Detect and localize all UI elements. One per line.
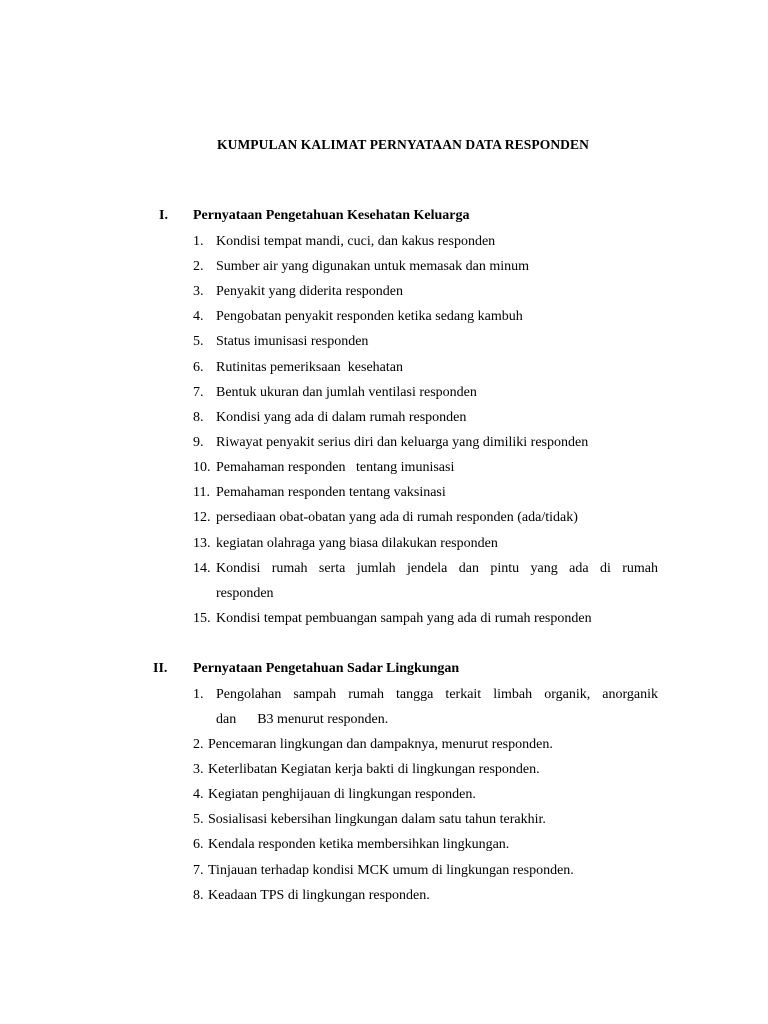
list-item xyxy=(193,687,658,732)
list-item-text: Keadaan TPS di lingkungan responden. xyxy=(208,888,430,903)
section-2-numeral: II. xyxy=(153,661,168,676)
list-item-text: Kondisi rumah serta jumlah jendela dan pintu yang ada di rumah xyxy=(216,561,658,576)
list-item-text: Riwayat penyakit serius diri dan keluarga yang dimiliki responden xyxy=(216,435,589,450)
list-item-text-continued: dan B3 menurut responden. xyxy=(216,712,389,727)
list-item-number: 3. xyxy=(193,762,204,777)
list-item-number: 1. xyxy=(193,234,204,249)
list-item-number: 2. xyxy=(193,259,204,274)
list-item-text: Tinjauan terhadap kondisi MCK umum di lingkungan responden. xyxy=(208,863,574,878)
list-item-text: Pemahaman responden tentang vaksinasi xyxy=(216,485,446,500)
list-item-number: 15. xyxy=(193,611,211,626)
section-1-heading: Pernyataan Pengetahuan Kesehatan Keluarga xyxy=(193,208,470,223)
list-item-number: 6. xyxy=(193,837,204,852)
list-item-number: 5. xyxy=(193,812,204,827)
list-item-number: 9. xyxy=(193,435,204,450)
list-item-text: Sosialisasi kebersihan lingkungan dalam satu tahun terakhir. xyxy=(208,812,546,827)
list-item-number: 8. xyxy=(193,888,204,903)
list-item-number: 1. xyxy=(193,687,204,702)
list-item-text: Kondisi tempat pembuangan sampah yang ada di rumah responden xyxy=(216,611,592,626)
section-2-heading: Pernyataan Pengetahuan Sadar Lingkungan xyxy=(193,661,460,676)
list-item-text: Status imunisasi responden xyxy=(216,334,369,349)
list-item-text: Rutinitas pemeriksaan kesehatan xyxy=(216,360,403,375)
list-item-text: persediaan obat-obatan yang ada di rumah responden (ada/tidak) xyxy=(216,510,578,525)
list-item-number: 11. xyxy=(193,485,210,500)
list-item-number: 2. xyxy=(193,737,204,752)
list-item-number: 8. xyxy=(193,410,204,425)
list-item-number: 4. xyxy=(193,787,204,802)
list-item-text: Pengobatan penyakit responden ketika sedang kambuh xyxy=(216,309,523,324)
list-item-text: Bentuk ukuran dan jumlah ventilasi responden xyxy=(216,385,477,400)
list-item-text: Pemahaman responden tentang imunisasi xyxy=(216,460,455,475)
list-item-text: Kondisi yang ada di dalam rumah responden xyxy=(216,410,467,425)
list-item-text: Keterlibatan Kegiatan kerja bakti di lingkungan responden. xyxy=(208,762,540,777)
list-item-number: 14. xyxy=(193,561,211,576)
list-item-number: 7. xyxy=(193,385,204,400)
list-item-number: 12. xyxy=(193,510,211,525)
list-item-number: 6. xyxy=(193,360,204,375)
section-1-numeral: I. xyxy=(159,208,168,223)
list-item-text-continued: responden xyxy=(216,586,274,601)
list-item-number: 5. xyxy=(193,334,204,349)
list-item-text: Kegiatan penghijauan di lingkungan responden. xyxy=(208,787,476,802)
list-item-text: Penyakit yang diderita responden xyxy=(216,284,404,299)
list-item-text: kegiatan olahraga yang biasa dilakukan responden xyxy=(216,536,498,551)
list-item-number: 13. xyxy=(193,536,211,551)
list-item-text: Kondisi tempat mandi, cuci, dan kakus responden xyxy=(216,234,496,249)
list-item-number: 7. xyxy=(193,863,204,878)
list-item-text: Pencemaran lingkungan dan dampaknya, menurut responden. xyxy=(208,737,553,752)
list-item-number: 3. xyxy=(193,284,204,299)
list-item-text: Kendala responden ketika membersihkan lingkungan. xyxy=(208,837,510,852)
list-item-text: Sumber air yang digunakan untuk memasak dan minum xyxy=(216,259,529,274)
list-item-number: 4. xyxy=(193,309,204,324)
list-item-text: Pengolahan sampah rumah tangga terkait limbah organik, anorganik xyxy=(216,687,658,702)
list-item-number: 10. xyxy=(193,460,211,475)
page-title: KUMPULAN KALIMAT PERNYATAAN DATA RESPONDEN xyxy=(217,137,589,152)
list-item xyxy=(193,561,658,606)
